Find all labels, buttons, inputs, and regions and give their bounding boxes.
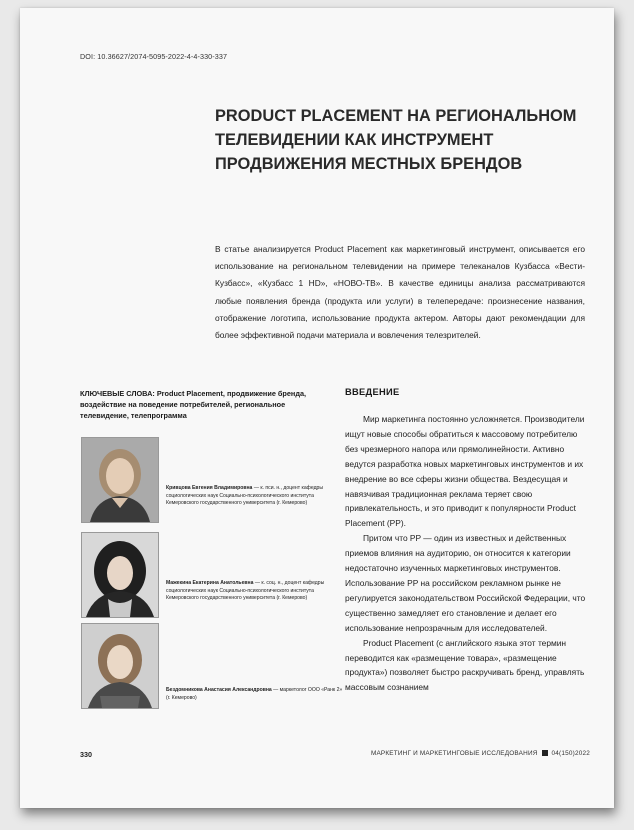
author-bio-3 bbox=[166, 687, 346, 702]
square-separator-icon bbox=[542, 750, 548, 756]
article-title: PRODUCT PLACEMENT НА РЕГИОНАЛЬНОМ ТЕЛЕВИДЕНИИ КАК ИНСТРУМЕНТ ПРОДВИЖЕНИЯ МЕСТНЫХ БРЕНДОВ bbox=[215, 107, 577, 173]
portrait-icon bbox=[82, 438, 158, 522]
journal-footer bbox=[371, 750, 590, 757]
author-info-2: — к. соц. н., доцент кафедры социологических наук Социально-психологического института Кемеровского государственного университета (г. Кемерово) bbox=[166, 580, 325, 602]
author-photo-1 bbox=[81, 437, 159, 523]
author-name-3: Бездомникова Анастасия Александровна bbox=[166, 687, 272, 693]
journal-name: МАРКЕТИНГ И МАРКЕТИНГОВЫЕ ИССЛЕДОВАНИЯ bbox=[370, 750, 538, 757]
author-photo-2 bbox=[81, 532, 159, 618]
journal-page bbox=[20, 8, 614, 808]
author-info-1: — к. пси. н., доцент кафедры социологических наук Социально-психологического института Кемеровского государственного университета (г. Кемерово) bbox=[166, 485, 324, 507]
paragraph: Притом что PP — один из известных и действенных приемов влияния на аудиторию, он относится к категории недостаточно изученных маркетинговых инструментов. Использование PP на российском рекламном рынке не регулируется законодательством Российской Федерации, что существенно замедляет его становление и делает его использование непрозрачным для исследователей. bbox=[345, 533, 586, 633]
abstract-text: В статье анализируется Product Placement как маркетинговый инструмент, описывается его использование на региональном телевидении на примере телеканалов Кузбасса «Вести-Кузбасс», «Кузбасс 1 HD», «НОВО-ТВ». В качестве единицы анализа рассматриваются любые появления бренда (продукта или услуги) в телепередаче: произнесение названия, отображение логотипа, использование продукта актером. Авторы дают рекомендации для более эффективной подачи материала и вовлечения телезрителей. bbox=[215, 244, 585, 341]
author-bio-2 bbox=[166, 580, 346, 603]
author-name-1: Кривцова Евгения Владимировна bbox=[166, 485, 253, 491]
journal-issue: 04(150)2022 bbox=[551, 750, 590, 757]
keywords: КЛЮЧЕВЫЕ СЛОВА: Product Placement, продвижение бренда, воздействие на поведение потребителей, региональное телевидение, телепрограмма bbox=[80, 389, 307, 420]
doi-line: DOI: 10.36627/2074-5095-2022-4-4-330-337 bbox=[80, 52, 228, 61]
author-info-3: — маркетолог ООО «Ранк 2» (г. Кемерово) bbox=[166, 687, 343, 701]
author-bio-1 bbox=[166, 485, 346, 508]
portrait-icon bbox=[82, 624, 158, 708]
abstract bbox=[215, 241, 585, 344]
paragraph: Мир маркетинга постоянно усложняется. Производители ищут новые способы обратиться к массовому потребителю без чрезмерного напора или прямолинейности. Активно ведутся разработка новых маркетинговых инструментов и их внедрение во все сферы жизни общества. Вездесущая и навязчивая традиционная реклама теряет свою привлекательность, и это приводит к популярности Product Placement (PP). bbox=[345, 414, 585, 529]
body-text bbox=[345, 412, 589, 695]
author-name-2: Мажекина Екатерина Анатольевна bbox=[166, 580, 254, 586]
paragraph: Product Placement (с английского языка этот термин переводится как «размещение товара», «размещение продукта») позволяет быстро раскручивать бренд, управлять массовым сознанием bbox=[345, 637, 585, 693]
author-photo-3 bbox=[81, 623, 159, 709]
page-number: 330 bbox=[80, 750, 92, 759]
section-heading: ВВЕДЕНИЕ bbox=[345, 387, 400, 397]
portrait-icon bbox=[82, 533, 158, 617]
